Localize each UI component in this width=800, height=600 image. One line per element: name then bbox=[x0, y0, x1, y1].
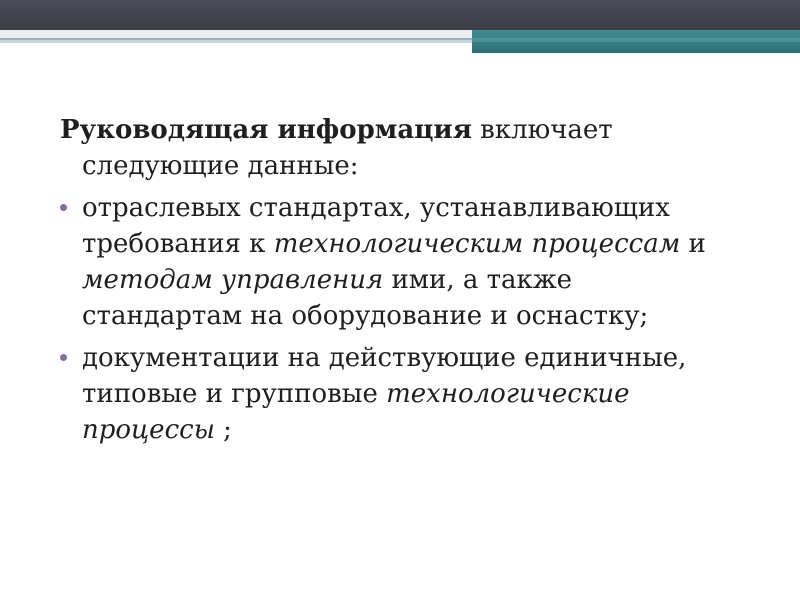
intro-bold: Руководящая информация bbox=[60, 115, 472, 145]
bullet-icon bbox=[60, 354, 67, 361]
bullet-item bbox=[60, 340, 740, 448]
intro-line2: следующие данные: bbox=[82, 151, 359, 181]
header-bar bbox=[0, 0, 800, 30]
bullet-1-part-1: отраслевых стандартах, устанавливающих требования к bbox=[82, 193, 670, 259]
bullet-2-part-3: ; bbox=[214, 415, 232, 445]
header-stripe-gray bbox=[0, 40, 472, 43]
slide-content bbox=[60, 112, 740, 454]
bullet-icon bbox=[60, 204, 67, 211]
header-stripe-teal-highlight bbox=[472, 38, 800, 42]
bullet-2-part-2: технологические процессы bbox=[82, 379, 630, 445]
intro-paragraph bbox=[60, 112, 740, 184]
bullet-2-part-1: документации на действующие единичные, типовые и групповые bbox=[82, 343, 687, 409]
bullet-1-part-3: и bbox=[680, 229, 706, 259]
intro-rest: включает bbox=[471, 115, 613, 145]
bullet-item bbox=[60, 190, 740, 334]
bullet-list bbox=[60, 190, 740, 448]
bullet-1-part-4: методам управления bbox=[82, 265, 384, 295]
header-stripe-left bbox=[0, 30, 472, 40]
bullet-1-part-2: технологическим процессам bbox=[273, 229, 681, 259]
bullet-1-part-5: ими, а также стандартам на оборудование и оснастку; bbox=[82, 265, 649, 331]
